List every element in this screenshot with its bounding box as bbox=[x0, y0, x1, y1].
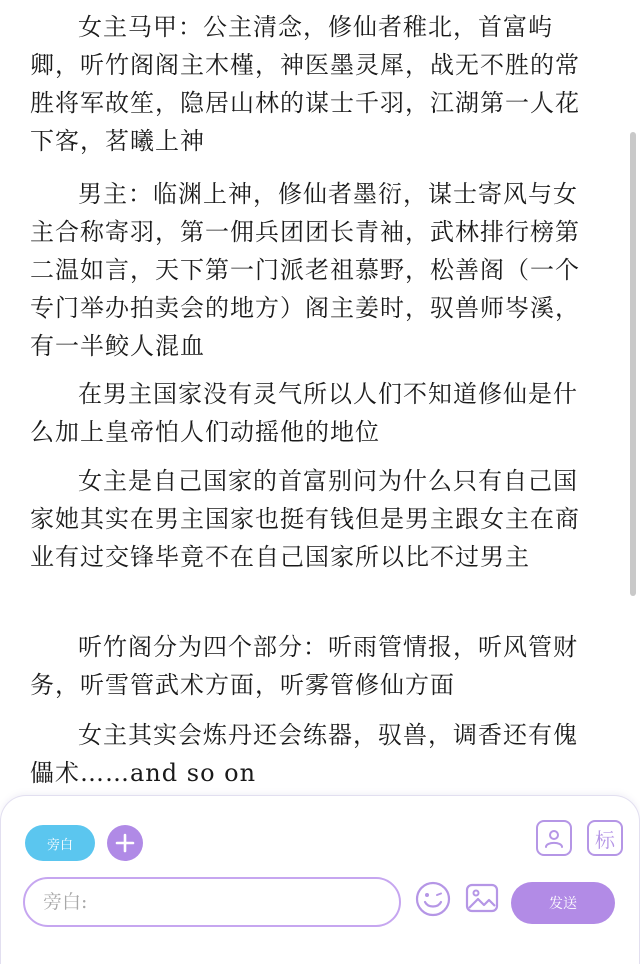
paragraph: 听竹阁分为四个部分：听雨管情报，听风管财务，听雪管武术方面，听雾管修仙方面 bbox=[30, 633, 578, 699]
plus-icon bbox=[115, 833, 135, 853]
composer-panel bbox=[0, 795, 640, 964]
emoji-icon bbox=[414, 880, 452, 918]
paragraph: 女主马甲：公主清念，修仙者稚北，首富屿卿，听竹阁阁主木槿，神医墨灵犀，战无不胜的常胜将军故笙，隐居山林的谋士千羽，江湖第一人花下客，茗曦上神 bbox=[30, 13, 580, 155]
contact-button[interactable] bbox=[536, 820, 572, 856]
paragraph: 女主是自己国家的首富别问为什么只有自己国家她其实在男主国家也挺有钱但是男主跟女主在商业有过交锋毕竟不在自己国家所以比不过男主 bbox=[30, 467, 580, 571]
emoji-button[interactable] bbox=[414, 880, 452, 918]
role-selector-chip[interactable]: 旁白 bbox=[25, 825, 95, 861]
image-button[interactable] bbox=[464, 880, 500, 916]
add-button[interactable] bbox=[107, 825, 143, 861]
image-icon bbox=[464, 880, 500, 916]
scrollbar[interactable] bbox=[630, 132, 636, 596]
contact-icon bbox=[542, 826, 566, 850]
message-input[interactable] bbox=[23, 877, 401, 927]
paragraph: 在男主国家没有灵气所以人们不知道修仙是什么加上皇帝怕人们动摇他的地位 bbox=[30, 380, 578, 446]
paragraph: 男主：临渊上神，修仙者墨衍，谋士寄风与女主合称寄羽，第一佣兵团团长青袖，武林排行榜第二温如言，天下第一门派老祖慕野，松善阁（一个专门举办拍卖会的地方）阁主姜时，驭兽师岑溪，有一半鲛人混血 bbox=[30, 180, 580, 360]
paragraph: 女主其实会炼丹还会练器，驭兽，调香还有傀儡术……and so on bbox=[30, 721, 578, 787]
label-button[interactable]: 标 bbox=[587, 820, 623, 856]
send-button[interactable]: 发送 bbox=[511, 882, 615, 924]
